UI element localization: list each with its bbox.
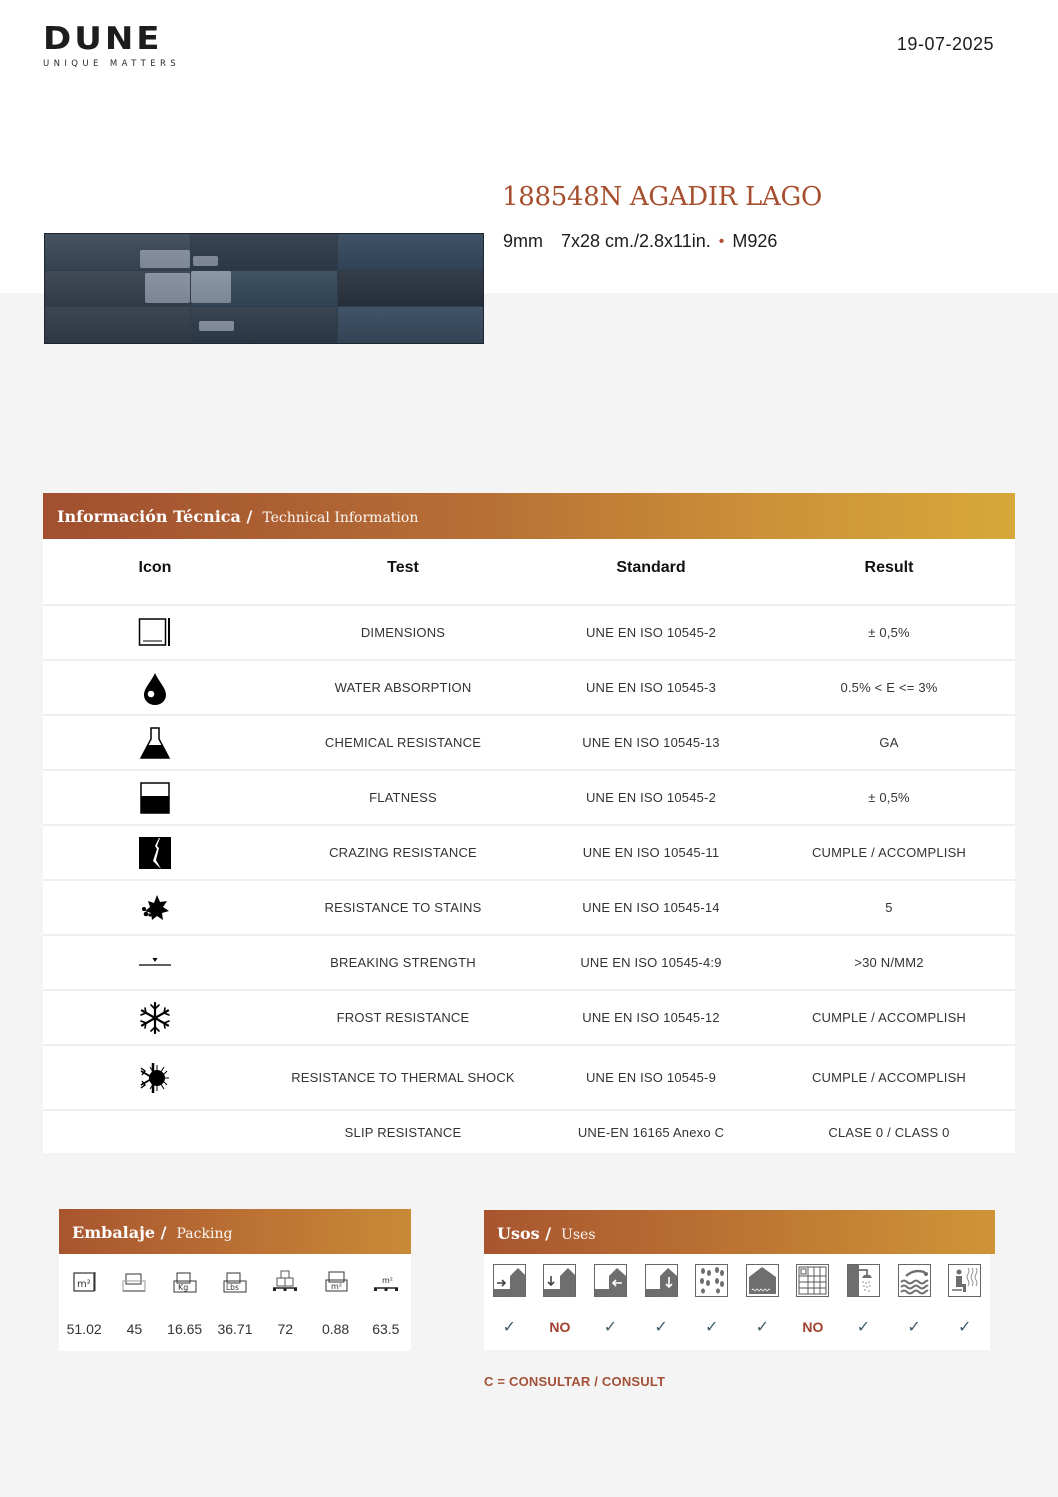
pool-icon [898, 1264, 931, 1297]
logo-wordmark: DUNE [43, 20, 163, 58]
product-title: 188548N AGADIR LAGO [502, 182, 822, 212]
test-name: CHEMICAL RESISTANCE [267, 715, 539, 770]
logo-tagline: UNIQUE MATTERS [43, 59, 181, 69]
column-header-standard: Standard [539, 539, 763, 605]
test-result: ± 0,5% [763, 605, 1015, 660]
tile [191, 307, 336, 343]
table-row [43, 1045, 1015, 1110]
product-image [44, 233, 484, 344]
m2-per-box-alt-icon [323, 1269, 349, 1295]
section-title-en: Uses [561, 1227, 596, 1243]
tile [338, 307, 483, 343]
tile [45, 307, 190, 343]
section-title-es: Embalaje / [72, 1223, 167, 1242]
product-specs [503, 231, 777, 252]
check-icon: ✓ [755, 1319, 769, 1336]
table-row [43, 1110, 1015, 1153]
test-result: 0.5% < E <= 3% [763, 660, 1015, 715]
column-header-result: Result [763, 539, 1015, 605]
check-icon: ✓ [502, 1319, 516, 1336]
test-name: DIMENSIONS [267, 605, 539, 660]
consult-legend: C = CONSULTAR / CONSULT [484, 1374, 666, 1389]
interior-floor-icon [543, 1264, 576, 1297]
exterior-floor-icon [645, 1264, 678, 1297]
packing-value: 16.65 [167, 1320, 203, 1337]
table-row [43, 605, 1015, 660]
tile [338, 234, 483, 270]
breaking-strength-icon [138, 946, 172, 980]
table-row [43, 715, 1015, 770]
check-icon: ✓ [957, 1319, 972, 1336]
m2-per-pallet-icon [373, 1269, 399, 1295]
section-title-es: Usos / [497, 1224, 552, 1243]
packing-section [59, 1209, 411, 1351]
empty-icon-cell [43, 1110, 267, 1153]
tile [45, 271, 190, 307]
test-standard: UNE EN ISO 10545-3 [539, 660, 763, 715]
section-title-es: Información Técnica / [57, 507, 253, 526]
technical-table [43, 539, 1015, 1153]
table-row [43, 825, 1015, 880]
document-date: 19-07-2025 [896, 34, 994, 54]
water-drop-icon [138, 671, 172, 705]
sauna-icon [948, 1264, 981, 1297]
test-standard: UNE EN ISO 10545-9 [539, 1045, 763, 1110]
spec-model: M926 [732, 231, 778, 251]
shower-icon [847, 1264, 880, 1297]
check-icon: ✓ [907, 1319, 921, 1336]
test-standard: UNE EN ISO 10545-13 [539, 715, 763, 770]
svg-text:m²: m² [381, 1276, 393, 1285]
svg-text:Lbs: Lbs [225, 1283, 239, 1292]
check-icon: ✓ [856, 1319, 871, 1336]
test-result: CUMPLE / ACCOMPLISH [763, 825, 1015, 880]
test-result: GA [763, 715, 1015, 770]
test-result: ± 0,5% [763, 770, 1015, 825]
test-standard: UNE-EN 16165 Anexo C [577, 1124, 725, 1140]
test-name: FLATNESS [267, 770, 539, 825]
packing-icons [59, 1254, 411, 1306]
svg-text:m²: m² [330, 1282, 342, 1291]
test-standard: UNE EN ISO 10545-2 [539, 605, 763, 660]
table-row [43, 660, 1015, 715]
packing-value: 0.88 [321, 1320, 350, 1337]
exterior-wall-icon [594, 1264, 627, 1297]
crazing-icon [138, 836, 172, 870]
table-row [43, 880, 1015, 935]
test-standard: UNE EN ISO 10545-11 [539, 825, 763, 880]
test-name: FROST RESISTANCE [267, 990, 539, 1045]
uses-values [484, 1304, 990, 1350]
table-header-row [43, 539, 1015, 605]
section-header [59, 1209, 411, 1254]
test-name: BREAKING STRENGTH [267, 935, 539, 990]
packing-value: 72 [277, 1320, 294, 1337]
use-value-no: NO [802, 1319, 824, 1335]
dimensions-icon [138, 616, 172, 650]
test-name: SLIP RESISTANCE [344, 1124, 462, 1140]
column-header-icon: Icon [43, 539, 267, 605]
boxes-per-pallet-icon [272, 1269, 298, 1295]
test-standard: UNE EN ISO 10545-12 [539, 990, 763, 1045]
test-result: >30 N/MM2 [763, 935, 1015, 990]
thermal-shock-icon [138, 1061, 172, 1095]
test-result: CUMPLE / ACCOMPLISH [763, 1045, 1015, 1110]
packing-value: 36.71 [217, 1320, 253, 1337]
tile [191, 271, 336, 307]
tile [191, 234, 336, 270]
test-result: CUMPLE / ACCOMPLISH [763, 990, 1015, 1045]
snowflake-icon [138, 1001, 172, 1035]
check-icon: ✓ [603, 1319, 618, 1336]
countertop-icon [796, 1264, 829, 1297]
heated-floor-icon [746, 1264, 779, 1297]
check-icon: ✓ [704, 1319, 719, 1336]
tile [45, 234, 190, 270]
svg-text:m²: m² [77, 1279, 91, 1290]
m2-per-box-icon [71, 1269, 97, 1295]
test-result: CLASE 0 / CLASS 0 [828, 1124, 950, 1140]
svg-text:Kg: Kg [177, 1283, 189, 1292]
table-row [43, 990, 1015, 1045]
section-header [484, 1210, 995, 1254]
packing-value: 45 [126, 1320, 143, 1337]
box-weight-kg-icon [172, 1269, 198, 1295]
interior-wall-icon [493, 1264, 526, 1297]
packing-values [59, 1306, 411, 1351]
technical-information-section [43, 493, 1015, 1153]
flask-icon [138, 726, 172, 760]
tile [338, 271, 483, 307]
test-name: CRAZING RESISTANCE [267, 825, 539, 880]
uses-section [484, 1210, 995, 1350]
box-weight-lbs-icon [222, 1269, 248, 1295]
table-row [43, 935, 1015, 990]
high-traffic-icon [695, 1264, 728, 1297]
section-title-en: Packing [176, 1226, 233, 1242]
test-result: 5 [763, 880, 1015, 935]
packing-body [59, 1254, 411, 1351]
spec-separator: • [718, 232, 725, 250]
use-value-no: NO [549, 1319, 571, 1335]
test-name: RESISTANCE TO STAINS [267, 880, 539, 935]
column-header-test: Test [267, 539, 539, 605]
check-icon: ✓ [654, 1319, 668, 1336]
brand-logo [43, 20, 183, 70]
spec-thickness: 9mm [503, 231, 543, 251]
stain-icon [138, 891, 172, 925]
test-standard: UNE EN ISO 10545-2 [539, 770, 763, 825]
packing-value: 63.5 [372, 1320, 400, 1337]
table-row [43, 770, 1015, 825]
test-name: WATER ABSORPTION [267, 660, 539, 715]
test-standard: UNE EN ISO 10545-14 [539, 880, 763, 935]
test-standard: UNE EN ISO 10545-4:9 [539, 935, 763, 990]
flatness-icon [138, 781, 172, 815]
packing-value: 51.02 [66, 1320, 102, 1337]
pieces-per-box-icon [121, 1269, 147, 1295]
test-name: RESISTANCE TO THERMAL SHOCK [267, 1045, 539, 1110]
section-header [43, 493, 1015, 539]
uses-icons [484, 1254, 990, 1304]
section-title-en: Technical Information [262, 510, 419, 526]
uses-body [484, 1254, 990, 1350]
spec-dimensions: 7x28 cm./2.8x11in. [561, 231, 711, 251]
